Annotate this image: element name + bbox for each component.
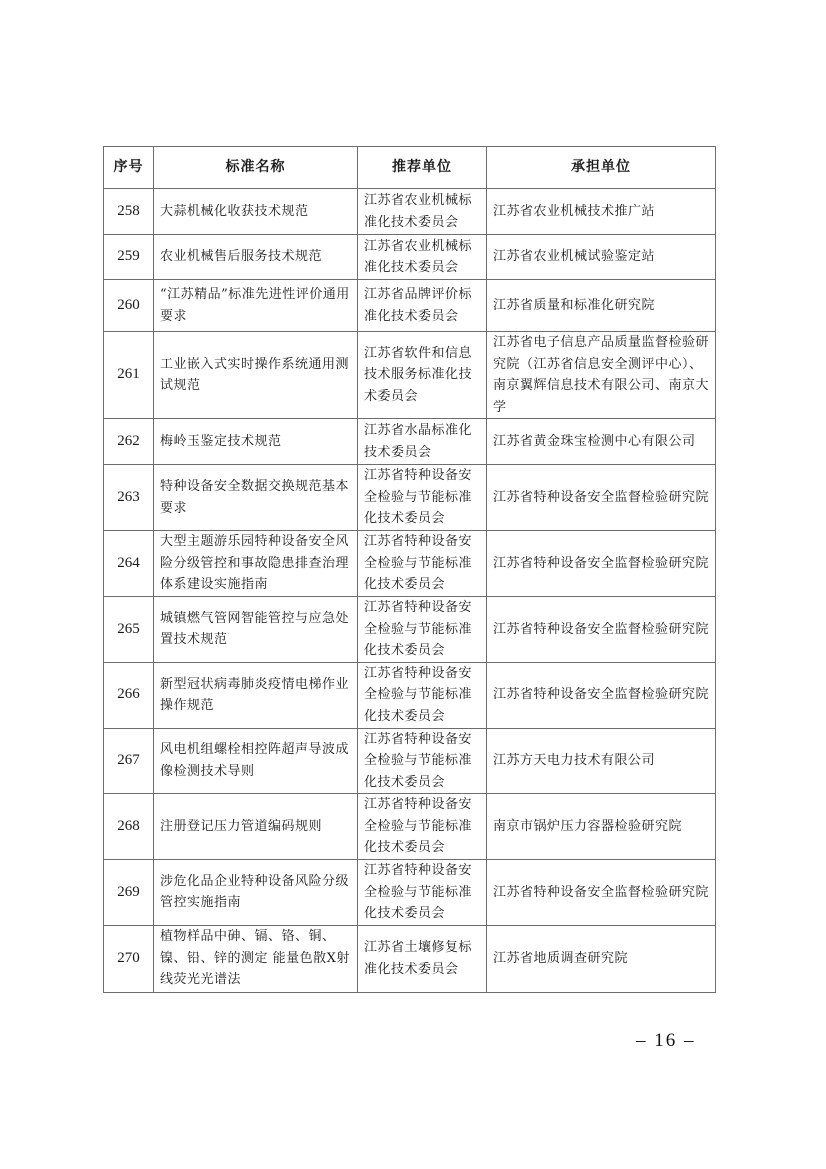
table-row xyxy=(104,597,716,663)
cell-standard-name: 植物样品中砷、镉、铬、铜、镍、铅、锌的测定 能量色散X射线荧光光谱法 xyxy=(154,925,358,992)
table-row xyxy=(104,419,716,465)
cell-serial-number: 265 xyxy=(104,597,154,663)
cell-undertaking-unit: 江苏省特种设备安全监督检验研究院 xyxy=(487,860,716,926)
table-row xyxy=(104,662,716,728)
table-row xyxy=(104,728,716,794)
cell-undertaking-unit: 江苏省特种设备安全监督检验研究院 xyxy=(487,465,716,531)
cell-undertaking-unit: 江苏省农业机械试验鉴定站 xyxy=(487,235,716,280)
cell-recommending-unit: 江苏省土壤修复标准化技术委员会 xyxy=(358,925,487,992)
cell-serial-number: 263 xyxy=(104,465,154,531)
cell-standard-name: 城镇燃气管网智能管控与应急处置技术规范 xyxy=(154,597,358,663)
cell-standard-name: 注册登记压力管道编码规则 xyxy=(154,794,358,860)
cell-recommending-unit: 江苏省特种设备安全检验与节能标准化技术委员会 xyxy=(358,531,487,597)
cell-standard-name: 大蒜机械化收获技术规范 xyxy=(154,189,358,235)
cell-recommending-unit: 江苏省特种设备安全检验与节能标准化技术委员会 xyxy=(358,728,487,794)
cell-recommending-unit: 江苏省特种设备安全检验与节能标准化技术委员会 xyxy=(358,662,487,728)
table-row xyxy=(104,332,716,419)
table-row xyxy=(104,235,716,280)
cell-recommending-unit: 江苏省农业机械标准化技术委员会 xyxy=(358,235,487,280)
table-row xyxy=(104,280,716,332)
header-undertaking-unit: 承担单位 xyxy=(487,147,716,189)
header-recommending-unit: 推荐单位 xyxy=(358,147,487,189)
cell-serial-number: 259 xyxy=(104,235,154,280)
cell-recommending-unit: 江苏省特种设备安全检验与节能标准化技术委员会 xyxy=(358,465,487,531)
table-row xyxy=(104,794,716,860)
standards-table xyxy=(103,146,716,993)
table-header-row xyxy=(104,147,716,189)
cell-standard-name: 工业嵌入式实时操作系统通用测试规范 xyxy=(154,332,358,419)
cell-standard-name: 风电机组螺栓相控阵超声导波成像检测技术导则 xyxy=(154,728,358,794)
cell-standard-name: 农业机械售后服务技术规范 xyxy=(154,235,358,280)
table-row xyxy=(104,860,716,926)
cell-serial-number: 267 xyxy=(104,728,154,794)
table-row xyxy=(104,465,716,531)
cell-recommending-unit: 江苏省特种设备安全检验与节能标准化技术委员会 xyxy=(358,794,487,860)
cell-standard-name: 新型冠状病毒肺炎疫情电梯作业操作规范 xyxy=(154,662,358,728)
cell-standard-name: 特种设备安全数据交换规范基本要求 xyxy=(154,465,358,531)
table-body xyxy=(104,189,716,993)
cell-serial-number: 264 xyxy=(104,531,154,597)
cell-undertaking-unit: 江苏省特种设备安全监督检验研究院 xyxy=(487,597,716,663)
cell-recommending-unit: 江苏省软件和信息技术服务标准化技术委员会 xyxy=(358,332,487,419)
header-standard-name: 标准名称 xyxy=(154,147,358,189)
cell-undertaking-unit: 江苏省农业机械技术推广站 xyxy=(487,189,716,235)
cell-recommending-unit: 江苏省水晶标准化技术委员会 xyxy=(358,419,487,465)
cell-standard-name: 涉危化品企业特种设备风险分级管控实施指南 xyxy=(154,860,358,926)
cell-recommending-unit: 江苏省品牌评价标准化技术委员会 xyxy=(358,280,487,332)
cell-undertaking-unit: 江苏省特种设备安全监督检验研究院 xyxy=(487,531,716,597)
cell-undertaking-unit: 江苏省特种设备安全监督检验研究院 xyxy=(487,662,716,728)
cell-recommending-unit: 江苏省农业机械标准化技术委员会 xyxy=(358,189,487,235)
cell-serial-number: 269 xyxy=(104,860,154,926)
cell-undertaking-unit: 江苏方天电力技术有限公司 xyxy=(487,728,716,794)
cell-serial-number: 260 xyxy=(104,280,154,332)
cell-undertaking-unit: 江苏省质量和标准化研究院 xyxy=(487,280,716,332)
cell-serial-number: 262 xyxy=(104,419,154,465)
cell-serial-number: 268 xyxy=(104,794,154,860)
cell-standard-name: “江苏精品”标准先进性评价通用要求 xyxy=(154,280,358,332)
cell-recommending-unit: 江苏省特种设备安全检验与节能标准化技术委员会 xyxy=(358,597,487,663)
cell-serial-number: 266 xyxy=(104,662,154,728)
page-number: – 16 – xyxy=(636,1030,696,1051)
table-row xyxy=(104,189,716,235)
cell-undertaking-unit: 江苏省黄金珠宝检测中心有限公司 xyxy=(487,419,716,465)
table-row xyxy=(104,925,716,992)
cell-undertaking-unit: 江苏省地质调查研究院 xyxy=(487,925,716,992)
header-serial-number: 序号 xyxy=(104,147,154,189)
cell-undertaking-unit: 南京市锅炉压力容器检验研究院 xyxy=(487,794,716,860)
cell-standard-name: 梅岭玉鉴定技术规范 xyxy=(154,419,358,465)
table-row xyxy=(104,531,716,597)
cell-recommending-unit: 江苏省特种设备安全检验与节能标准化技术委员会 xyxy=(358,860,487,926)
cell-standard-name: 大型主题游乐园特种设备安全风险分级管控和事故隐患排查治理体系建设实施指南 xyxy=(154,531,358,597)
cell-serial-number: 270 xyxy=(104,925,154,992)
cell-serial-number: 261 xyxy=(104,332,154,419)
cell-serial-number: 258 xyxy=(104,189,154,235)
cell-undertaking-unit: 江苏省电子信息产品质量监督检验研究院（江苏省信息安全测评中心）、南京翼辉信息技术有限公司、南京大学 xyxy=(487,332,716,419)
